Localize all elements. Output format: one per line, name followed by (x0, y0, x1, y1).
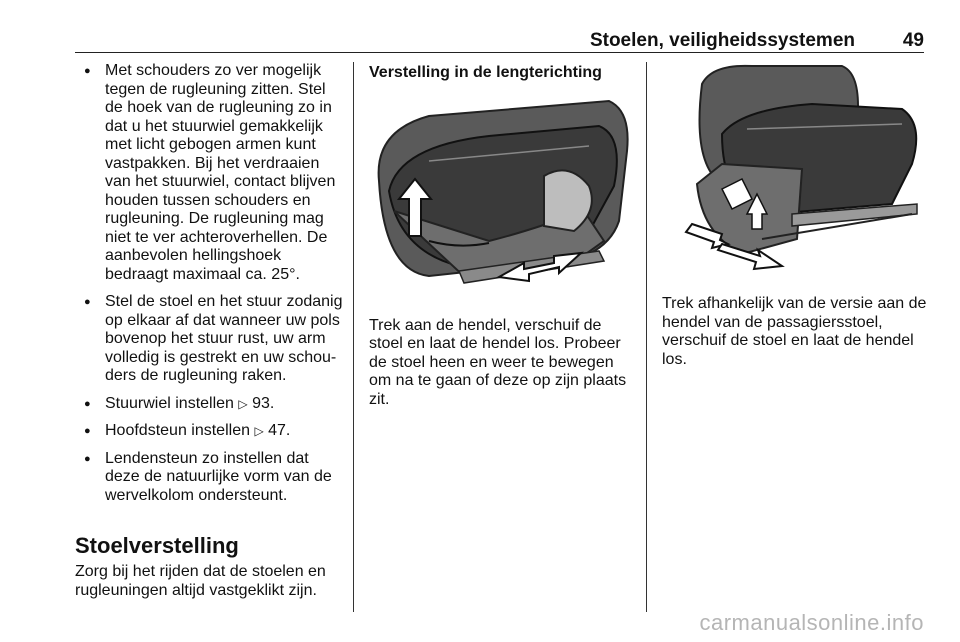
watermark: carmanualsonline.info (699, 610, 924, 635)
page-number: 49 (902, 30, 924, 51)
driver-seat-illustration (369, 91, 631, 301)
column-3 (662, 62, 928, 369)
column-2 (369, 62, 635, 409)
column-divider-1 (353, 62, 354, 612)
page-ref-number[interactable]: 47. (268, 422, 291, 439)
column-divider-2 (646, 62, 647, 612)
page-ref-arrow-icon: ▷ (238, 396, 248, 411)
passenger-seat-illustration (662, 64, 924, 279)
list-item: ● Stel de stoel en het stuur zodanig op elkaar af dat wanneer uw pols bovenop het stuur rust, uw arm volledig is gestrekt en uw schou-ders de rugleuning raken. (75, 293, 343, 386)
section-heading: Stoelverstelling (75, 533, 239, 558)
bullet-list (75, 62, 343, 505)
figure-caption: Trek afhankelijk van de versie aan de hendel van de passagiersstoel, verschuif de stoel en laat de hendel los. (662, 295, 927, 368)
section-paragraph: Zorg bij het rijden dat de stoelen en rugleuningen altijd vastgeklikt zijn. (75, 563, 326, 599)
header-rule (75, 52, 924, 53)
page-ref-number[interactable]: 93. (252, 394, 275, 412)
list-item (75, 422, 343, 441)
running-header-title: Stoelen, veiligheidssystemen (589, 30, 855, 51)
page-ref-arrow-icon: ▷ (254, 424, 264, 438)
list-item: ● Lendensteun zo instellen dat deze de natuurlijke vorm van de wervelkolom ondersteunt. (75, 450, 343, 506)
list-item: ● Met schouders zo ver mogelijk tegen de rugleuning zitten. Stel de hoek van de rugleuning zo in dat u het stuurwiel gemakkelijk met licht gebogen armen kunt vastpakken. Bij het verdraaien van het stuurwiel, contact blijven houden tussen schouders en rugleuning. De rugleuning mag niet te ver achteroverhellen. De aanbevolen hellingshoek bedraagt maximaal ca. 25°. (75, 62, 343, 284)
subsection-heading: Verstelling in de lengterichting (369, 64, 602, 81)
column-1 (75, 62, 343, 600)
figure-caption: Trek aan de hendel, verschuif de stoel en laat de hendel los. Probeer de stoel heen en weer te bewegen om na te gaan of deze op zijn plaats zit. (369, 316, 627, 408)
list-item-text: Stuurwiel instellen (105, 394, 234, 412)
list-item-text: Hoofdsteun instellen (105, 422, 250, 439)
list-item (75, 395, 343, 414)
